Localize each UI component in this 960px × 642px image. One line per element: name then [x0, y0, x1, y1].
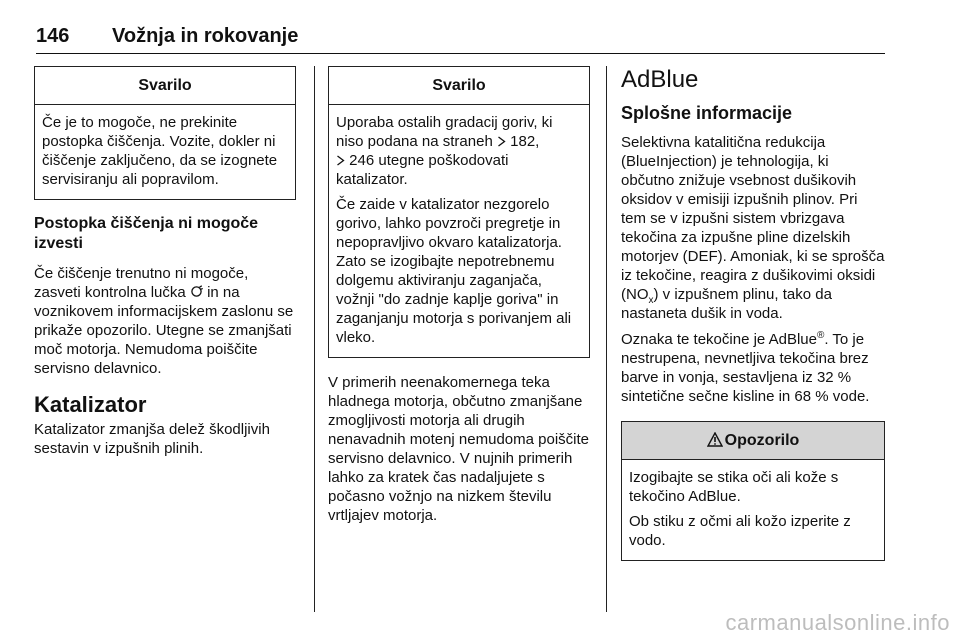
column-left [34, 66, 296, 458]
caution-text: Če zaide v katalizator nezgorelo gorivo, lahko povzroči pregretje in nepopravljivo okvaro katalizatorja. Zato se izogibajte nepotrebnemu dolgemu aktiviranju zaganjača, vožnji "do zadnje kaplje goriva" in zaganjanju motorja s porivanjem ali vleko. [336, 196, 572, 346]
warning-box [621, 421, 885, 561]
exhaust-lamp-icon [190, 285, 203, 298]
catalytic-converter-heading: Katalizator [34, 392, 147, 417]
caution-text: Če je to mogoče, ne prekinite postopka čiščenja. Vozite, dokler ni čiščenje zaključeno, da se izognete servisiranju ali popravilom. [42, 114, 278, 188]
warning-box-title: Opozorilo [622, 422, 884, 460]
caution-box [34, 66, 296, 200]
page-reference-link[interactable]: 246 [349, 152, 375, 169]
engine-fault-paragraph: V primerih neenakomernega teka hladnega motorja, občutno zmanjšane zmogljivosti motorja ali drugih nenavadnih motenj nemudoma poiščite servisno delavnico. V nujnih primerih lahko za kratek čas nadaljujete s počasno vožnjo na nizkem številu vrtljajev motorja. [328, 374, 589, 524]
caution-box-title: Svarilo [35, 67, 295, 105]
watermark: carmanualsonline.info [725, 610, 950, 635]
cleaning-paragraph: Če čiščenje trenutno ni mogoče, zasveti kontrolna lučka in na voznikovem informacijskem zaslonu se prikaže opozorilo. Utegne se zmanjšati moč motorja. Nemudoma poiščite servisno delavnico. [34, 265, 294, 377]
column-divider [314, 66, 315, 612]
caution-box-title: Svarilo [329, 67, 589, 105]
page-reference-link[interactable]: 182, [510, 133, 540, 150]
cleaning-heading: Postopka čiščenja ni mogoče izvesti [34, 215, 259, 252]
adblue-paragraph: Oznaka te tekočine je AdBlue®. To je nestrupena, nevnetljiva tekočina brez barve in vonja, sestavljena iz 32 % sintetične sečne kisline in 68 % vode. [621, 330, 870, 405]
adblue-heading: AdBlue [621, 66, 699, 93]
column-middle [328, 66, 590, 525]
page-header [36, 22, 885, 54]
page-title: Vožnja in rokovanje [112, 25, 299, 47]
catalytic-converter-text: Katalizator zmanjša delež škodljivih sestavin v izpušnih plinih. [34, 421, 270, 457]
page-number: 146 [36, 25, 70, 47]
column-divider [606, 66, 607, 612]
warning-text: Ob stiku z očmi ali kožo izperite z vodo. [629, 513, 851, 549]
warning-text: Izogibajte se stika oči ali kože s tekočino AdBlue. [629, 469, 839, 505]
column-right [621, 66, 885, 561]
general-info-heading: Splošne informacije [621, 103, 793, 123]
page-reference-arrow-icon [336, 155, 345, 166]
scr-paragraph: Selektivna katalitična redukcija (BlueInjection) je tehnologija, ki občutno znižuje vsebnost dušikovih oksidov v emisiji izpušnih plinov. Pri tem se v izpušni sistem vbrizgava tekočina za izpušne pline dizelskih motorjev (DEF). Amoniak, ki se sprošča iz tekočine, reagira z dušikovimi oksidi $(NO_x)$ v izpušnem plinu, tako da nastaneta dušik in voda. [621, 134, 885, 322]
caution-box [328, 66, 590, 358]
warning-triangle-icon [707, 432, 723, 447]
page-reference-arrow-icon [497, 136, 506, 147]
caution-text: Uporaba ostalih gradacij goriv, ki niso podana na straneh 182, 246 utegne poškodovati katalizator. [336, 114, 553, 188]
